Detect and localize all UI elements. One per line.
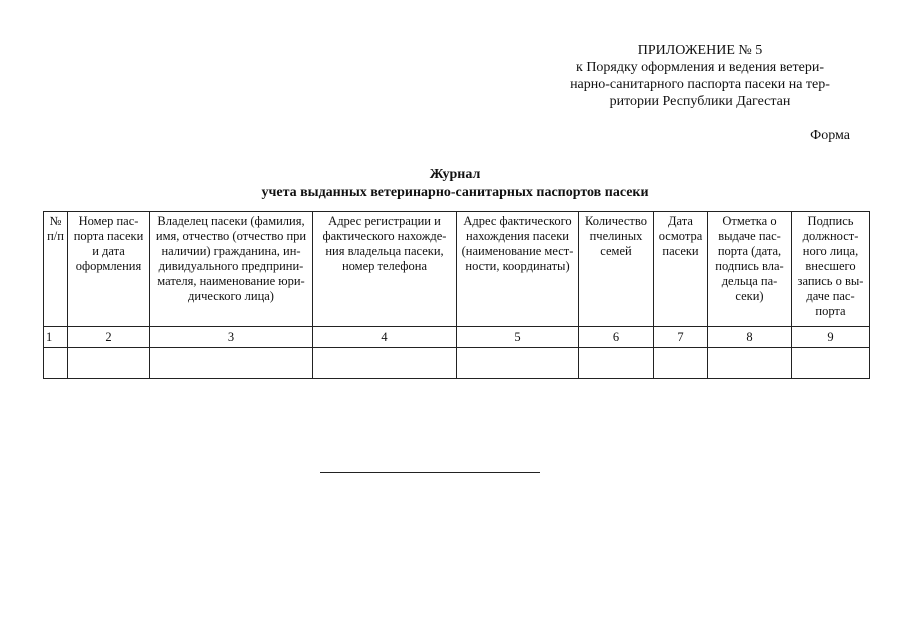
journal-title-line-2: учета выданных ветеринарно-санитарных паспортов пасеки xyxy=(261,185,649,200)
col-number-cell: 9 xyxy=(792,327,870,348)
col-header-official-signature: Подпись должност-ного лица, внесшего запись о вы-даче пас-порта xyxy=(792,212,870,327)
column-number-row xyxy=(44,327,870,348)
col-number-cell: 4 xyxy=(313,327,457,348)
empty-cell xyxy=(150,348,313,379)
empty-cell xyxy=(654,348,708,379)
form-label: Форма xyxy=(810,128,850,143)
header-row xyxy=(44,212,870,327)
appendix-block xyxy=(550,42,850,110)
col-number-cell: 2 xyxy=(68,327,150,348)
journal-table xyxy=(43,211,870,379)
journal-title xyxy=(0,166,910,202)
col-number-cell: 3 xyxy=(150,327,313,348)
appendix-line-1: к Порядку оформления и ведения ветери- xyxy=(576,60,824,75)
col-number-cell: 8 xyxy=(708,327,792,348)
empty-cell xyxy=(313,348,457,379)
col-header-number: № п/п xyxy=(44,212,68,327)
empty-cell xyxy=(792,348,870,379)
signature-line xyxy=(320,472,540,473)
col-number-cell: 5 xyxy=(457,327,579,348)
col-header-owner-address: Адрес регистрации и фактического нахожде-ния владельца пасеки, номер телефона xyxy=(313,212,457,327)
empty-cell xyxy=(44,348,68,379)
col-header-passport: Номер пас-порта пасеки и дата оформления xyxy=(68,212,150,327)
col-header-issue-mark: Отметка о выдаче пас-порта (дата, подпись вла-дельца па-секи) xyxy=(708,212,792,327)
empty-cell xyxy=(579,348,654,379)
col-number-cell: 7 xyxy=(654,327,708,348)
col-header-inspection-date: Дата осмотра пасеки xyxy=(654,212,708,327)
empty-cell xyxy=(457,348,579,379)
appendix-title: ПРИЛОЖЕНИЕ № 5 xyxy=(637,43,763,58)
col-number-cell: 6 xyxy=(579,327,654,348)
col-header-owner: Владелец пасеки (фамилия, имя, отчество (отчество при наличии) гражданина, ин-дивидуального предприни-мателя, наименование юри-дического лица) xyxy=(150,212,313,327)
empty-cell xyxy=(68,348,150,379)
col-number-cell: 1 xyxy=(44,327,68,348)
appendix-line-2: нарно-санитарного паспорта пасеки на тер- xyxy=(570,77,830,92)
journal-title-line-1: Журнал xyxy=(429,167,481,182)
appendix-line-3: ритории Республики Дагестан xyxy=(609,94,791,109)
col-header-bee-colonies: Количество пчелиных семей xyxy=(579,212,654,327)
empty-cell xyxy=(708,348,792,379)
empty-entry-row xyxy=(44,348,870,379)
col-header-apiary-address: Адрес фактического нахождения пасеки (наименование мест-ности, координаты) xyxy=(457,212,579,327)
